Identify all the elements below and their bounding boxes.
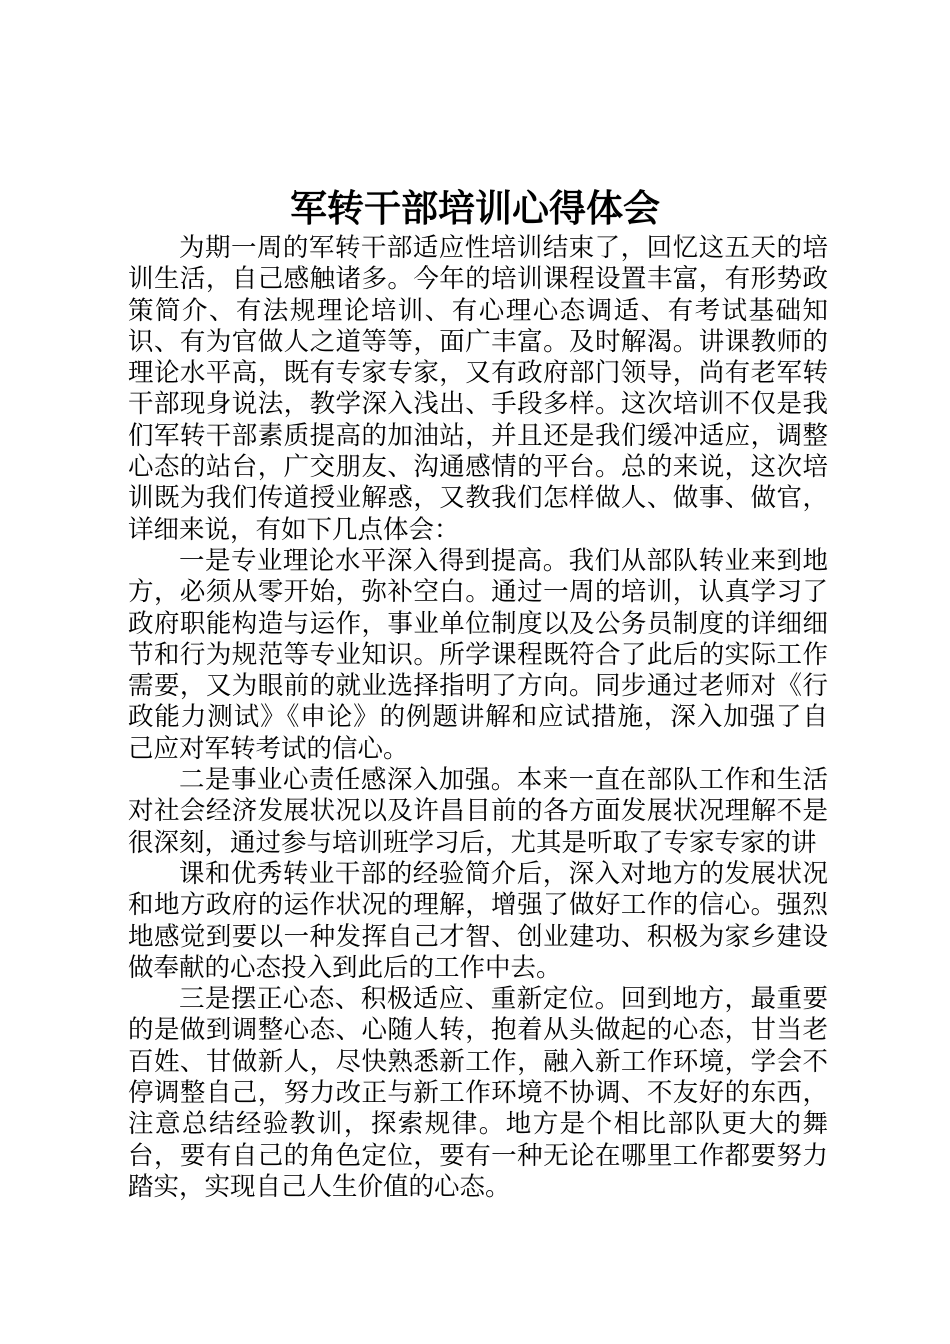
paragraph-point-two-continued: 课和优秀转业干部的经验简介后，深入对地方的发展状况和地方政府的运作状况的理解，增强了做好工作的信心。强烈地感觉到要以一种发挥自己才智、创业建功、积极为家乡建设做奉献的心态投入到此后的工作中去。: [128, 858, 828, 983]
paragraph-point-one: 一是专业理论水平深入得到提高。我们从部队转业来到地方，必须从零开始，弥补空白。通过一周的培训，认真学习了政府职能构造与运作，事业单位制度以及公务员制度的详细细节和行为规范等专业知识。所学课程既符合了此后的实际工作需要，又为眼前的就业选择指明了方向。同步通过老师对《行政能力测试》《申论》的例题讲解和应试措施，深入加强了自己应对军转考试的信心。: [128, 545, 828, 764]
paragraph-point-three: 三是摆正心态、积极适应、重新定位。回到地方，最重要的是做到调整心态、心随人转，抱着从头做起的心态，甘当老百姓、甘做新人，尽快熟悉新工作，融入新工作环境，学会不停调整自己，努力改正与新工作环境不协调、不友好的东西，注意总结经验教训，探索规律。地方是个相比部队更大的舞台，要有自己的角色定位，要有一种无论在哪里工作都要努力踏实，实现自己人生价值的心态。: [128, 984, 828, 1202]
paragraph-point-two: 二是事业心责任感深入加强。本来一直在部队工作和生活对社会经济发展状况以及许昌目前的各方面发展状况理解不是很深刻，通过参与培训班学习后，尤其是听取了专家专家的讲: [128, 765, 828, 858]
document-body: [128, 233, 828, 1203]
paragraph-intro: 为期一周的军转干部适应性培训结束了，回忆这五天的培训生活，自己感触诸多。今年的培训课程设置丰富，有形势政策简介、有法规理论培训、有心理心态调适、有考试基础知识、有为官做人之道等等，面广丰富。及时解渴。讲课教师的理论水平高，既有专家专家，又有政府部门领导，尚有老军转干部现身说法，教学深入浅出、手段多样。这次培训不仅是我们军转干部素质提高的加油站，并且还是我们缓冲适应，调整心态的站台，广交朋友、沟通感情的平台。总的来说，这次培训既为我们传道授业解惑，又教我们怎样做人、做事、做官，详细来说，有如下几点体会：: [128, 233, 828, 545]
document-title: 军转干部培训心得体会: [290, 186, 660, 230]
